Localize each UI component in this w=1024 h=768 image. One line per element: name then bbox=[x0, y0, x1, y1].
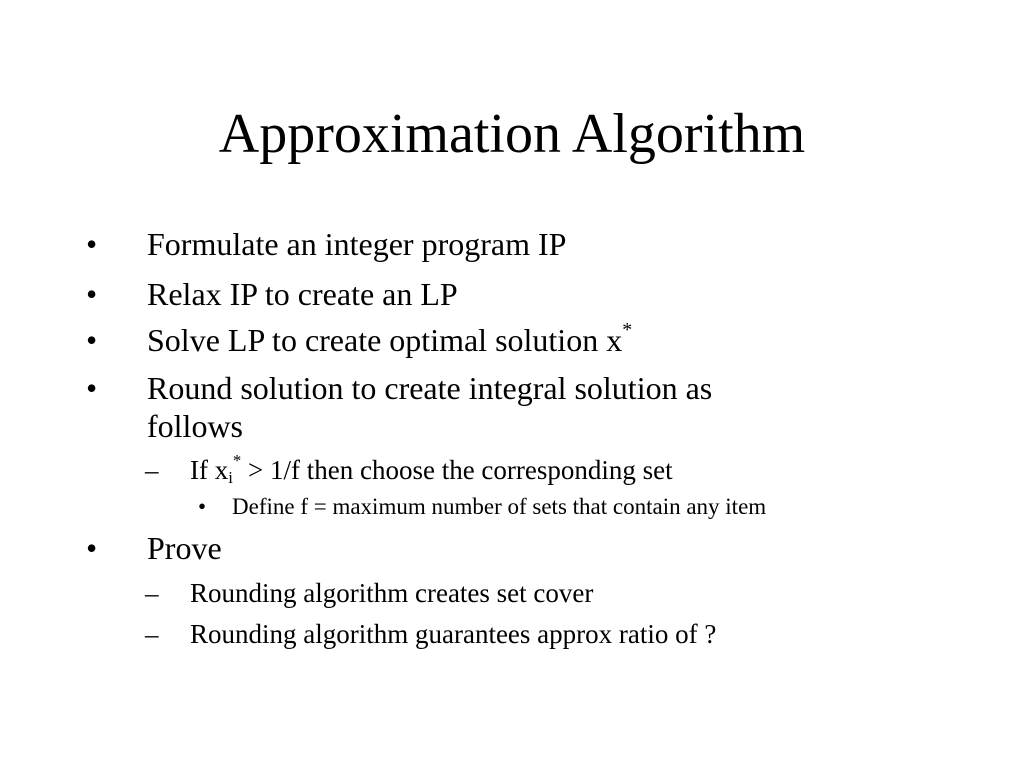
bullet-text bbox=[147, 319, 633, 358]
bullet-text: Relax IP to create an LP bbox=[147, 276, 458, 312]
dash-marker: – bbox=[145, 578, 159, 608]
bullet-solve-lp bbox=[0, 319, 1024, 358]
dash-marker: – bbox=[145, 619, 159, 649]
bullet-text-line2: follows bbox=[147, 408, 243, 444]
subbullet-suffix: > 1/f then choose the corresponding set bbox=[241, 455, 673, 485]
subbullet-text: Rounding algorithm guarantees approx ratio of ? bbox=[190, 619, 717, 649]
subsubbullet-define-f bbox=[0, 493, 1024, 521]
bullet-relax-ip bbox=[0, 276, 1024, 312]
subbullet-set-cover bbox=[0, 577, 1024, 609]
subscript-i: i bbox=[228, 468, 233, 488]
bullet-marker: • bbox=[86, 226, 98, 262]
bullet-marker: • bbox=[86, 276, 98, 312]
bullet-marker: • bbox=[86, 370, 98, 406]
subbullet-text bbox=[190, 451, 673, 488]
subbullet-text: Rounding algorithm creates set cover bbox=[190, 578, 594, 608]
bullet-text-line1: Round solution to create integral solution as bbox=[147, 370, 713, 406]
dash-marker: – bbox=[145, 455, 159, 485]
subbullet-approx-ratio bbox=[0, 618, 1024, 650]
bullet-text-main: Solve LP to create optimal solution x bbox=[147, 322, 623, 358]
slide-title: Approximation Algorithm bbox=[218, 103, 806, 165]
bullet-formulate-ip bbox=[0, 226, 1024, 262]
bullet-marker: • bbox=[198, 494, 207, 519]
superscript-star: * bbox=[232, 451, 242, 471]
bullet-marker: • bbox=[86, 530, 98, 566]
bullet-marker: • bbox=[86, 322, 98, 358]
subbullet-if-xi bbox=[0, 451, 1024, 488]
bullet-text: Prove bbox=[147, 530, 222, 566]
bullet-round-solution bbox=[0, 370, 1024, 442]
superscript-star: * bbox=[622, 319, 633, 342]
subbullet-prefix: If x bbox=[190, 455, 229, 485]
subsubbullet-text: Define f = maximum number of sets that contain any item bbox=[232, 494, 767, 519]
bullet-text: Formulate an integer program IP bbox=[147, 226, 567, 262]
bullet-prove bbox=[0, 530, 1024, 566]
